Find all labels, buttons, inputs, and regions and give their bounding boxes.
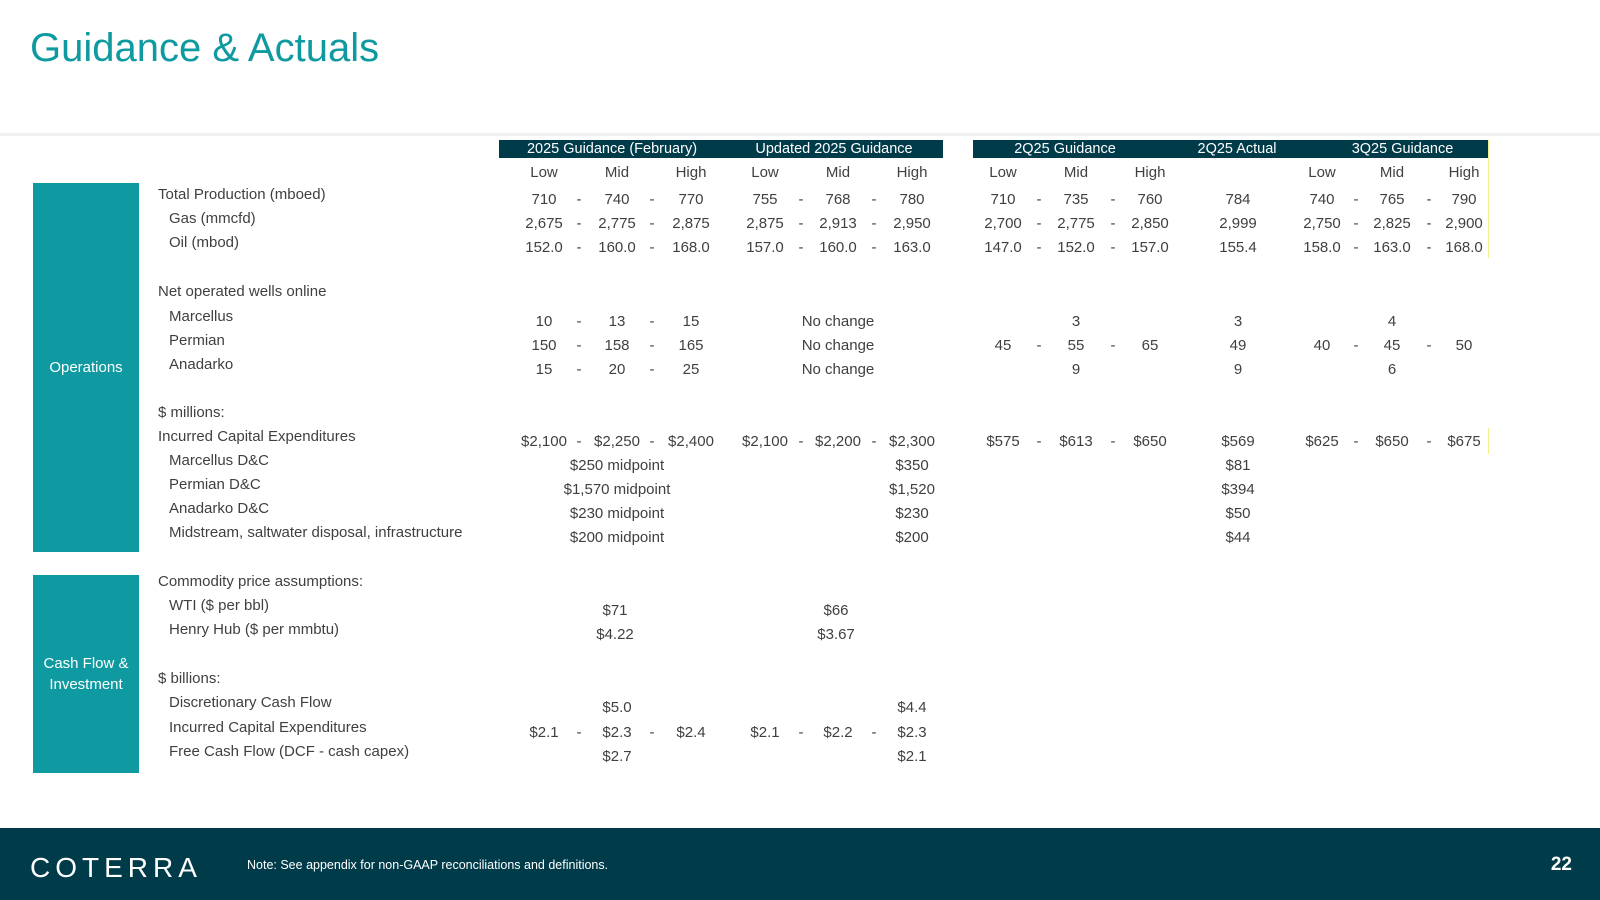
row-label-dcf: Discretionary Cash Flow [169,694,332,711]
permian-upd-value: No change [801,337,875,354]
subheader-low: Low [989,164,1017,181]
midstream-upd-value: $200 [895,529,929,546]
range-dash: - [1110,433,1116,450]
row-label-total-production: Total Production (mboed) [158,186,326,203]
permian-q3g-low: 40 [1313,337,1331,354]
range-dash: - [871,215,877,232]
capex-q2g-low: $575 [986,433,1020,450]
capex-b-feb-low: $2.1 [529,724,559,741]
marcellus-feb-mid: 13 [608,313,626,330]
oil-upd-high: 163.0 [893,239,931,256]
range-dash: - [1353,433,1359,450]
range-dash: - [871,433,877,450]
range-dash: - [1353,215,1359,232]
row-label-permian-dc: Permian D&C [169,476,261,493]
marcellus-dc-q2a-value: $81 [1225,457,1251,474]
subheader-high: High [1448,164,1480,181]
marcellus-q2g-value: 3 [1071,313,1081,330]
row-label-billions-heading: $ billions: [158,670,221,687]
range-dash: - [576,724,582,741]
oil-q2a-value: 155.4 [1219,239,1257,256]
total-production-q3g-high: 790 [1451,191,1477,208]
range-dash: - [1036,215,1042,232]
range-dash: - [1426,191,1432,208]
permian-q2a-value: 49 [1229,337,1247,354]
oil-feb-mid: 160.0 [598,239,636,256]
subheader-high: High [896,164,928,181]
marcellus-upd-value: No change [801,313,875,330]
marcellus-feb-high: 15 [682,313,700,330]
row-label-capex-b: Incurred Capital Expenditures [169,719,367,736]
range-dash: - [649,337,655,354]
capex-q2a-value: $569 [1221,433,1255,450]
highlight-line-top [1488,140,1489,258]
oil-q2g-low: 147.0 [984,239,1022,256]
range-dash: - [798,239,804,256]
capex-upd-high: $2,300 [889,433,935,450]
capex-q3g-low: $625 [1305,433,1339,450]
permian-q2g-low: 45 [994,337,1012,354]
total-production-q2g-low: 710 [990,191,1016,208]
total-production-upd-high: 780 [899,191,925,208]
permian-dc-feb-value: $1,570 midpoint [563,481,671,498]
marcellus-dc-feb-value: $250 midpoint [569,457,665,474]
range-dash: - [649,433,655,450]
dcf-upd-value: $4.4 [897,699,927,716]
range-dash: - [1036,191,1042,208]
range-dash: - [871,239,877,256]
anadarko-feb-mid: 20 [608,361,626,378]
permian-feb-mid: 158 [604,337,630,354]
category-operations: Operations [33,183,139,552]
permian-dc-q2a-value: $394 [1221,481,1255,498]
range-dash: - [1036,337,1042,354]
gas-q2a-value: 2,999 [1219,215,1257,232]
capex-feb-high: $2,400 [668,433,714,450]
permian-q2g-mid: 55 [1067,337,1085,354]
page-title: Guidance & Actuals [30,26,380,70]
anadarko-feb-high: 25 [682,361,700,378]
dcf-feb-value: $5.0 [602,699,632,716]
footer-bar [0,828,1600,900]
range-dash: - [1110,191,1116,208]
fcf-upd-value: $2.1 [897,748,927,765]
range-dash: - [576,239,582,256]
wti-upd-value: $66 [823,602,849,619]
subheader-mid: Mid [1379,164,1405,181]
henry-hub-feb-value: $4.22 [596,626,634,643]
oil-upd-mid: 160.0 [819,239,857,256]
gas-q3g-mid: 2,825 [1373,215,1411,232]
gas-q2g-high: 2,850 [1131,215,1169,232]
henry-hub-upd-value: $3.67 [817,626,855,643]
capex-q2g-mid: $613 [1059,433,1093,450]
range-dash: - [1426,239,1432,256]
marcellus-q3g-value: 4 [1387,313,1397,330]
row-label-oil: Oil (mbod) [169,234,240,251]
total-production-upd-mid: 768 [825,191,851,208]
footer-note: Note: See appendix for non-GAAP reconciliations and definitions. [247,858,609,872]
header-updated-2025-guidance: Updated 2025 Guidance [725,140,943,158]
midstream-feb-value: $200 midpoint [569,529,665,546]
gas-q3g-high: 2,900 [1445,215,1483,232]
permian-feb-high: 165 [678,337,704,354]
range-dash: - [1353,239,1359,256]
range-dash: - [1036,239,1042,256]
range-dash: - [1353,337,1359,354]
row-label-commodity-heading: Commodity price assumptions: [158,573,364,590]
oil-upd-low: 157.0 [746,239,784,256]
header-2q25-actual: 2Q25 Actual [1157,140,1317,158]
gas-q2g-mid: 2,775 [1057,215,1095,232]
capex-feb-low: $2,100 [521,433,567,450]
range-dash: - [1426,337,1432,354]
range-dash: - [649,191,655,208]
row-label-capex: Incurred Capital Expenditures [158,428,356,445]
anadarko-dc-q2a-value: $50 [1225,505,1251,522]
fcf-feb-value: $2.7 [602,748,632,765]
marcellus-q2a-value: 3 [1233,313,1243,330]
coterra-logo: COTERRA [30,852,202,883]
gas-upd-high: 2,950 [893,215,931,232]
title-divider [0,133,1600,136]
range-dash: - [649,724,655,741]
total-production-feb-high: 770 [678,191,704,208]
capex-b-upd-low: $2.1 [750,724,780,741]
capex-b-upd-high: $2.3 [897,724,927,741]
highlight-line-capex [1488,428,1489,454]
range-dash: - [1036,433,1042,450]
permian-q3g-high: 50 [1455,337,1473,354]
total-production-feb-mid: 740 [604,191,630,208]
range-dash: - [576,313,582,330]
wti-feb-value: $71 [602,602,628,619]
header-3q25-guidance: 3Q25 Guidance [1317,140,1488,158]
total-production-q2a-value: 784 [1225,191,1251,208]
row-label-permian: Permian [169,332,225,349]
row-label-marcellus: Marcellus [169,308,234,325]
marcellus-dc-upd-value: $350 [895,457,929,474]
row-label-wells-heading: Net operated wells online [158,283,327,300]
total-production-q2g-mid: 735 [1063,191,1089,208]
anadarko-dc-upd-value: $230 [895,505,929,522]
capex-q3g-mid: $650 [1375,433,1409,450]
anadarko-dc-feb-value: $230 midpoint [569,505,665,522]
row-label-wti: WTI ($ per bbl) [169,597,270,614]
capex-b-upd-mid: $2.2 [823,724,853,741]
oil-q3g-mid: 163.0 [1373,239,1411,256]
total-production-q2g-high: 760 [1137,191,1163,208]
oil-q3g-low: 158.0 [1303,239,1341,256]
row-label-henry-hub: Henry Hub ($ per mmbtu) [169,621,340,638]
range-dash: - [649,361,655,378]
subheader-mid: Mid [1063,164,1089,181]
subheader-high: High [1134,164,1166,181]
range-dash: - [1426,433,1432,450]
range-dash: - [1110,337,1116,354]
gas-q2g-low: 2,700 [984,215,1022,232]
range-dash: - [576,361,582,378]
anadarko-q3g-value: 6 [1387,361,1397,378]
category-cash-flow-investment: Cash Flow & Investment [33,575,139,773]
total-production-feb-low: 710 [531,191,557,208]
range-dash: - [798,215,804,232]
gas-q3g-low: 2,750 [1303,215,1341,232]
capex-b-feb-mid: $2.3 [602,724,632,741]
capex-q3g-high: $675 [1447,433,1481,450]
range-dash: - [576,215,582,232]
header-2q25-guidance: 2Q25 Guidance [973,140,1157,158]
midstream-q2a-value: $44 [1225,529,1251,546]
subheader-low: Low [751,164,779,181]
range-dash: - [1426,215,1432,232]
subheader-mid: Mid [604,164,630,181]
range-dash: - [871,724,877,741]
range-dash: - [798,724,804,741]
oil-q2g-high: 157.0 [1131,239,1169,256]
row-label-millions-heading: $ millions: [158,404,225,421]
permian-feb-low: 150 [531,337,557,354]
subheader-low: Low [1308,164,1336,181]
subheader-mid: Mid [825,164,851,181]
total-production-upd-low: 755 [752,191,778,208]
oil-q2g-mid: 152.0 [1057,239,1095,256]
anadarko-upd-value: No change [801,361,875,378]
subheader-low: Low [530,164,558,181]
capex-q2g-high: $650 [1133,433,1167,450]
total-production-q3g-mid: 765 [1379,191,1405,208]
capex-feb-mid: $2,250 [594,433,640,450]
gas-feb-high: 2,875 [672,215,710,232]
marcellus-feb-low: 10 [535,313,553,330]
range-dash: - [1110,215,1116,232]
oil-feb-high: 168.0 [672,239,710,256]
oil-q3g-high: 168.0 [1445,239,1483,256]
range-dash: - [1110,239,1116,256]
range-dash: - [871,191,877,208]
subheader-high: High [675,164,707,181]
permian-q3g-mid: 45 [1383,337,1401,354]
range-dash: - [649,313,655,330]
range-dash: - [798,191,804,208]
page-number: 22 [1550,854,1572,875]
range-dash: - [576,191,582,208]
total-production-q3g-low: 740 [1309,191,1335,208]
gas-upd-mid: 2,913 [819,215,857,232]
row-label-gas: Gas (mmcfd) [169,210,256,227]
header-2025-guidance-february: 2025 Guidance (February) [499,140,725,158]
row-label-marcellus-dc: Marcellus D&C [169,452,270,469]
range-dash: - [576,433,582,450]
range-dash: - [649,239,655,256]
anadarko-q2a-value: 9 [1233,361,1243,378]
range-dash: - [798,433,804,450]
range-dash: - [576,337,582,354]
row-label-anadarko: Anadarko [169,356,234,373]
capex-upd-mid: $2,200 [815,433,861,450]
capex-upd-low: $2,100 [742,433,788,450]
row-label-midstream: Midstream, saltwater disposal, infrastructure [169,524,463,541]
gas-upd-low: 2,875 [746,215,784,232]
oil-feb-low: 152.0 [525,239,563,256]
row-label-anadarko-dc: Anadarko D&C [169,500,270,517]
gas-feb-mid: 2,775 [598,215,636,232]
gas-feb-low: 2,675 [525,215,563,232]
anadarko-feb-low: 15 [535,361,553,378]
row-label-fcf: Free Cash Flow (DCF - cash capex) [169,743,410,760]
permian-dc-upd-value: $1,520 [889,481,935,498]
range-dash: - [1353,191,1359,208]
range-dash: - [649,215,655,232]
permian-q2g-high: 65 [1141,337,1159,354]
capex-b-feb-high: $2.4 [676,724,706,741]
anadarko-q2g-value: 9 [1071,361,1081,378]
